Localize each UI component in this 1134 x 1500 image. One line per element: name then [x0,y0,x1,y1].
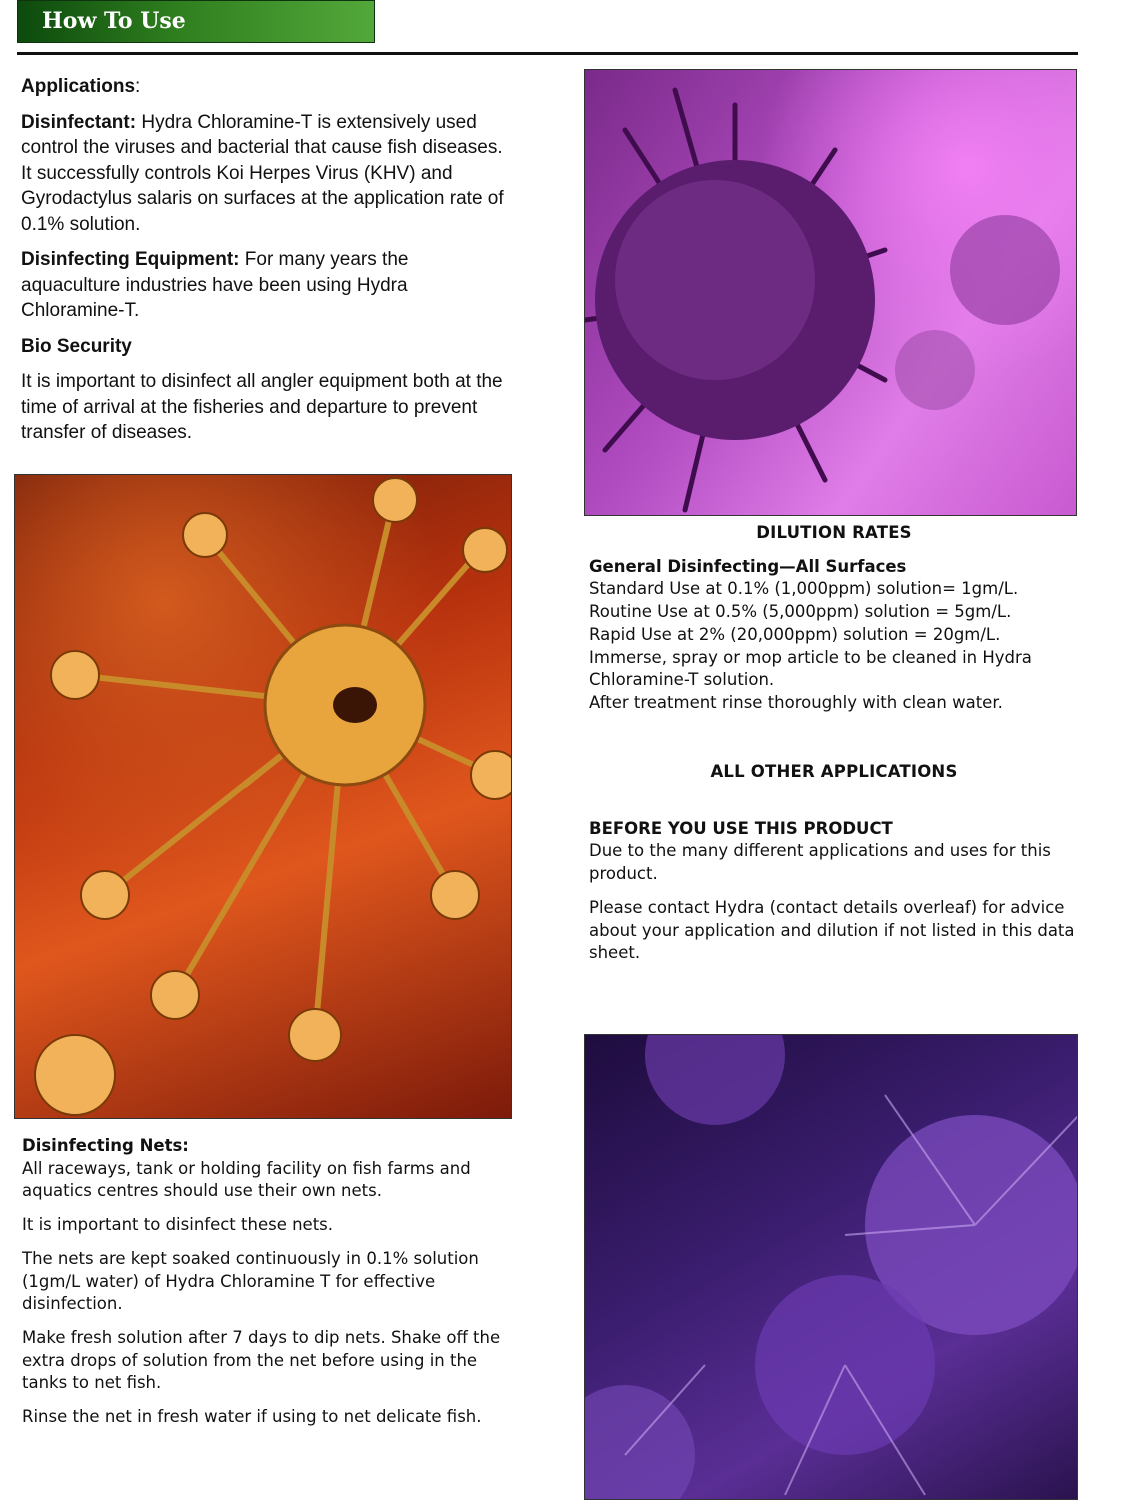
equipment-label: Disinfecting Equipment: [21,249,240,270]
other-applications-heading: ALL OTHER APPLICATIONS [710,762,958,781]
violet-virus-image [584,1034,1078,1500]
dilution-section [589,522,1079,715]
equipment-paragraph: Disinfecting Equipment: For many years the aquaculture industries have been using Hydra Chloramine-T. [21,249,409,321]
header-banner [17,0,375,43]
before-use-text: Due to the many different applications and uses for this product. [589,841,1051,884]
page-title: How To Use [42,8,186,34]
nets-paragraph: It is important to disinfect these nets. [22,1215,334,1235]
biosecurity-paragraph: It is important to disinfect all angler equipment both at the time of arrival at the fisheries and departure to prevent transfer of diseases. [21,371,503,443]
dilution-line: Routine Use at 0.5% (5,000ppm) solution = 5gm/L. [589,602,1012,622]
disinfectant-paragraph: Disinfectant: Hydra Chloramine-T is extensively used control the viruses and bacterial that cause fish diseases. It successfully controls Koi Herpes Virus (KHV) and Gyrodactylus salaris on surfaces at the application rate of 0.1% solution. [21,111,504,235]
purple-virus-image [584,69,1077,516]
other-applications-section [589,761,1079,965]
dilution-line: Standard Use at 0.1% (1,000ppm) solution= 1gm/L. [589,579,1019,599]
nets-heading: Disinfecting Nets: [22,1136,189,1155]
dilution-subheading: General Disinfecting—All Surfaces [589,556,907,576]
disinfectant-label: Disinfectant: [21,111,137,133]
nets-intro: All raceways, tank or holding facility on fish farms and aquatics centres should use their own nets. [22,1158,471,1201]
violet-virus-illustration [585,1035,1078,1500]
dilution-line: After treatment rinse thoroughly with clean water. [589,692,1003,712]
nets-paragraph: Rinse the net in fresh water if using to net delicate fish. [22,1407,482,1427]
dilution-line: Rapid Use at 2% (20,000ppm) solution = 20gm/L. [589,624,1001,644]
nets-section [22,1135,502,1440]
applications-section [21,74,511,456]
dilution-line: Immerse, spray or mop article to be cleaned in Hydra Chloramine-T solution. [589,647,1032,690]
header-divider [17,52,1078,55]
orange-virus-image [14,474,512,1119]
applications-heading: Applications: [21,76,141,97]
biosecurity-heading: Bio Security [21,335,132,357]
nets-paragraph: Make fresh solution after 7 days to dip nets. Shake off the extra drops of solution from the net before using in the tanks to net fish. [22,1327,501,1393]
purple-virus-illustration [585,70,1077,516]
orange-virus-illustration [15,475,512,1119]
nets-paragraph: The nets are kept soaked continuously in 0.1% solution (1gm/L water) of Hydra Chloramine T for effective disinfection. [22,1248,479,1314]
contact-text: Please contact Hydra (contact details overleaf) for advice about your application and dilution if not listed in this data sheet. [589,897,1075,963]
dilution-heading: DILUTION RATES [756,523,912,542]
before-use-heading: BEFORE YOU USE THIS PRODUCT [589,818,893,838]
